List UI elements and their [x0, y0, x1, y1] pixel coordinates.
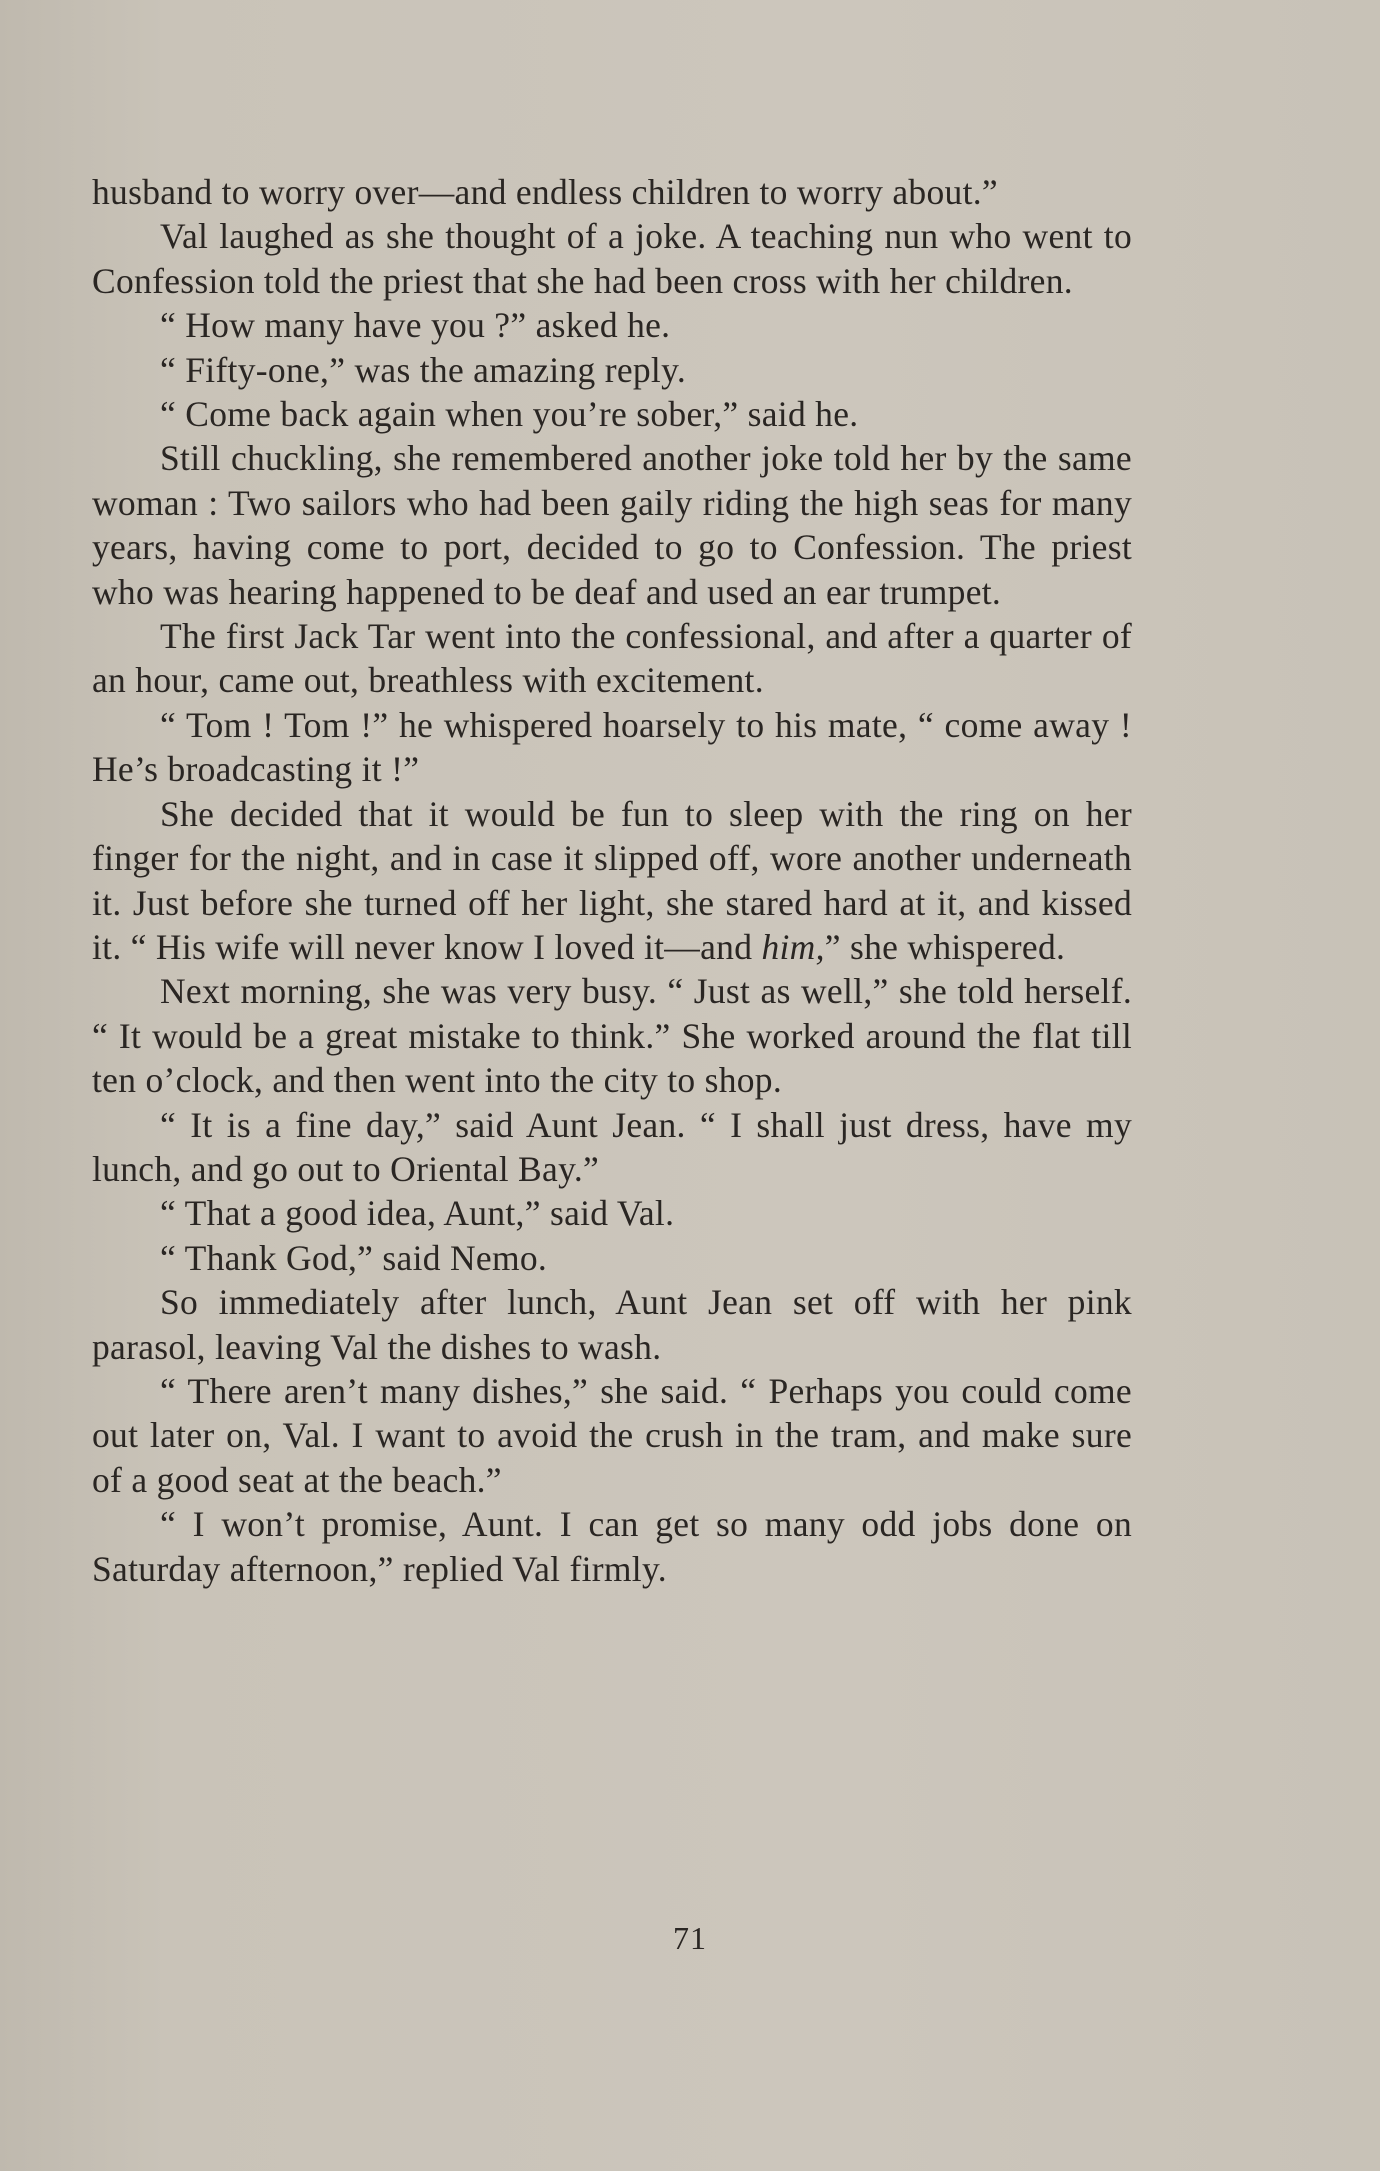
paragraph: “ That a good idea, Aunt,” said Val.	[160, 1193, 675, 1234]
paragraph: “ Come back again when you’re sober,” said he.	[160, 394, 859, 435]
emphasized-word: him,	[761, 926, 825, 967]
page-number: 71	[673, 1920, 707, 1956]
paragraph: “ I won’t promise, Aunt. I can get so many odd jobs done on Saturday afternoon,” replied Val firmly.	[92, 1504, 1132, 1589]
paragraph: Next morning, she was very busy. “ Just as well,” she told herself. “ It would be a great mistake to think.” She worked around the flat till ten o’clock, and then went into the city to shop.	[92, 971, 1132, 1101]
paragraph-tail: ” she whispered.	[824, 926, 1066, 967]
paragraph: “ How many have you ?” asked he.	[160, 305, 671, 346]
paragraph: “ It is a fine day,” said Aunt Jean. “ I shall just dress, have my lunch, and go out to Oriental Bay.”	[92, 1104, 1132, 1189]
paragraph: Val laughed as she thought of a joke. A teaching nun who went to Confession told the priest that she had been cross with her children.	[92, 216, 1132, 301]
paragraph: husband to worry over—and endless children to worry about.”	[92, 172, 998, 212]
paragraph	[92, 792, 1132, 970]
paragraph-text: She decided that it would be fun to sleep with the ring on her finger for the night, and in case it slipped off, wore another underneath it. Just before she turned off her light, she stared hard at it, and kissed it. “ His wife will never know I loved it—and	[92, 793, 1132, 967]
body-text	[92, 170, 1132, 1591]
paragraph: So immediately after lunch, Aunt Jean set off with her pink parasol, leaving Val the dishes to wash.	[92, 1282, 1132, 1367]
paragraph: Still chuckling, she remembered another joke told her by the same woman : Two sailors who had been gaily riding the high seas for many years, having come to port, decided to go to Confession. The priest who was hearing happened to be deaf and used an ear trumpet.	[92, 438, 1132, 612]
paragraph: “ There aren’t many dishes,” she said. “ Perhaps you could come out later on, Val. I want to avoid the crush in the tram, and make sure of a good seat at the beach.”	[92, 1370, 1132, 1500]
paragraph: “ Fifty-one,” was the amazing reply.	[160, 349, 687, 390]
paragraph: The first Jack Tar went into the confessional, and after a quarter of an hour, came out, breathless with excitement.	[92, 616, 1132, 701]
paragraph: “ Tom ! Tom !” he whispered hoarsely to his mate, “ come away ! He’s broadcasting it !”	[92, 704, 1132, 790]
paragraph: “ Thank God,” said Nemo.	[160, 1237, 548, 1278]
